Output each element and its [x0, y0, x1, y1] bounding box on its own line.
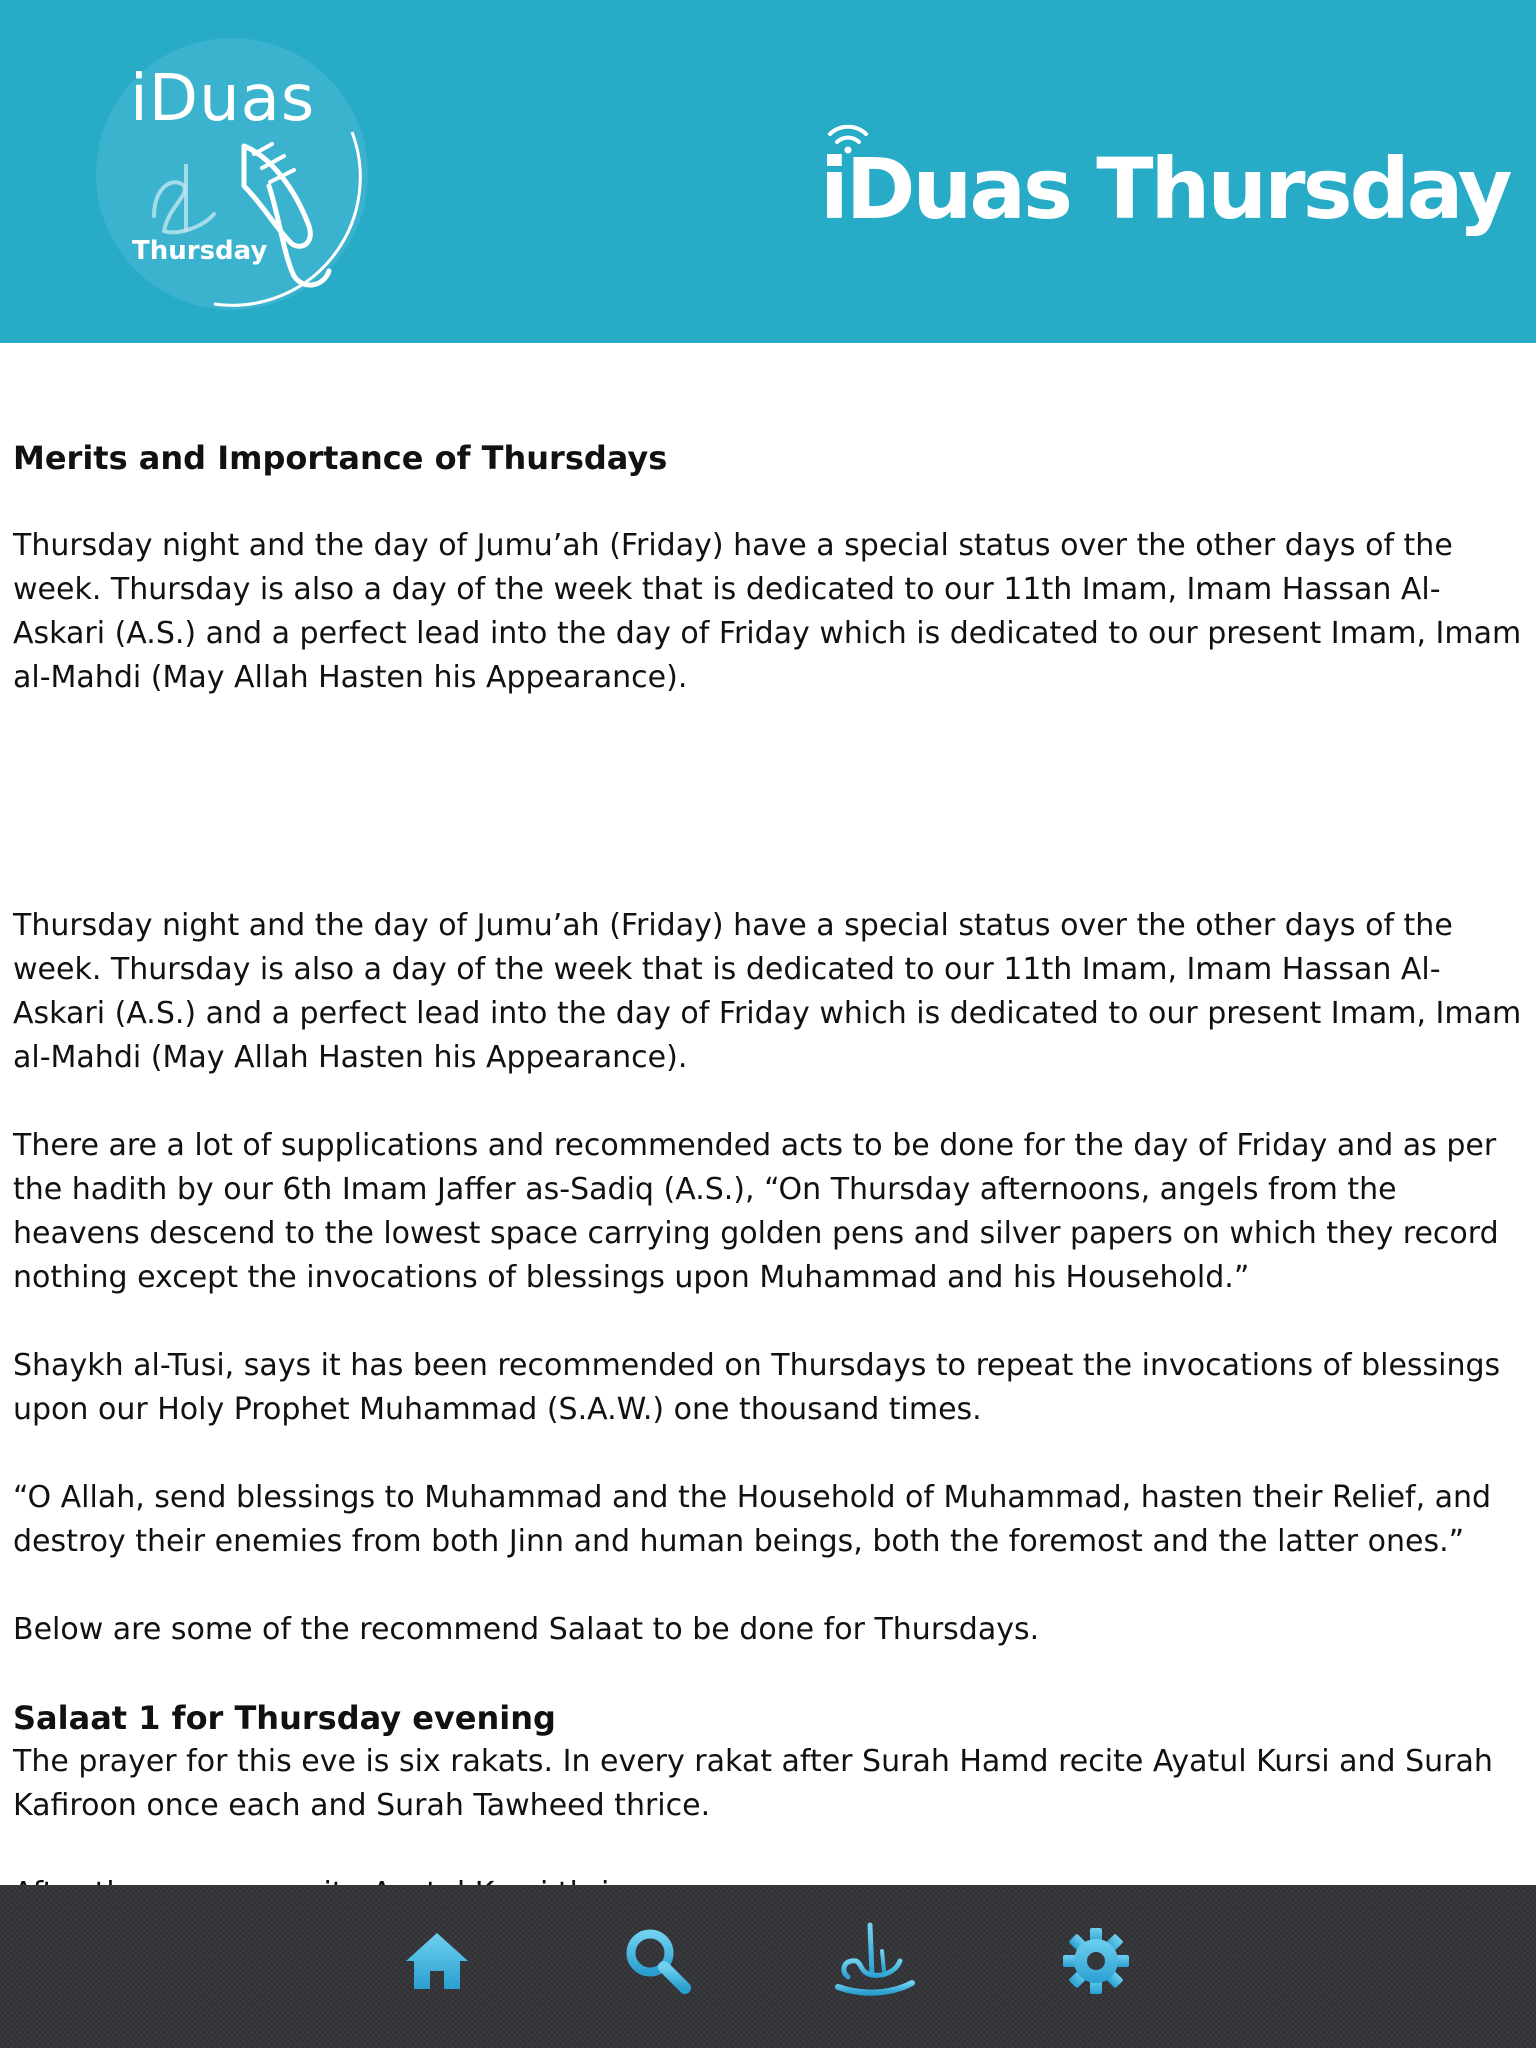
calligraphy-icon	[830, 1921, 916, 2001]
gear-icon	[1061, 1926, 1131, 1996]
article-heading: Merits and Importance of Thursdays	[13, 439, 668, 477]
article-paragraph: Below are some of the recommend Salaat to be done for Thursdays.	[13, 1612, 1040, 1647]
logo-text: iDuas	[130, 62, 316, 136]
logo-subtitle: Thursday	[132, 236, 268, 266]
app-header	[0, 0, 1536, 343]
intro-paragraph: Thursday night and the day of Jumu’ah (Friday) have a special status over the other days of the week. Thursday is also a day of the week that is dedicated to our 11th Imam, Imam Hassan Al-Askari (A.S.) and a perfect lead into the day of Friday which is dedicated to our present Imam, Imam al-Mahdi (May Allah Hasten his Appearance).	[13, 528, 1522, 695]
brand-title: iDuas Thursday	[820, 140, 1510, 238]
home-icon	[402, 1929, 472, 1993]
content-spacer	[13, 744, 1523, 904]
article-content	[13, 436, 1523, 1960]
settings-tab[interactable]	[1050, 1915, 1142, 2007]
blessing-quote: “O Allah, send blessings to Muhammad and the Household of Muhammad, hasten their Relief, and destroy their enemies from both Jinn and human beings, both the foremost and the latter ones.”	[13, 1480, 1492, 1559]
search-icon	[623, 1926, 693, 1996]
calligraphy-tab[interactable]	[827, 1915, 919, 2007]
article-paragraph: There are a lot of supplications and recommended acts to be done for the day of Friday and as per the hadith by our 6th Imam Jaffer as-Sadiq (A.S.), “On Thursday afternoons, angels from the heavens descend to the lowest space carrying golden pens and silver papers on which they record nothing except the invocations of blessings upon Muhammad and his Household.”	[13, 1128, 1499, 1295]
salaat-paragraph: The prayer for this eve is six rakats. In every rakat after Surah Hamd recite Ayatul Kursi and Surah Kafiroon once each and Surah Tawheed thrice.	[13, 1744, 1493, 1823]
salaat-heading: Salaat 1 for Thursday evening	[13, 1699, 556, 1737]
article-paragraph: Shaykh al-Tusi, says it has been recommended on Thursdays to repeat the invocations of blessings upon our Holy Prophet Muhammad (S.A.W.) one thousand times.	[13, 1348, 1501, 1427]
home-tab[interactable]	[391, 1915, 483, 2007]
search-tab[interactable]	[612, 1915, 704, 2007]
article-paragraph: Thursday night and the day of Jumu’ah (Friday) have a special status over the other days of the week. Thursday is also a day of the week that is dedicated to our 11th Imam, Imam Hassan Al-Askari (A.S.) and a perfect lead into the day of Friday which is dedicated to our present Imam, Imam al-Mahdi (May Allah Hasten his Appearance).	[13, 908, 1522, 1075]
bottom-tab-bar	[0, 1885, 1536, 2048]
app-logo	[94, 36, 370, 312]
